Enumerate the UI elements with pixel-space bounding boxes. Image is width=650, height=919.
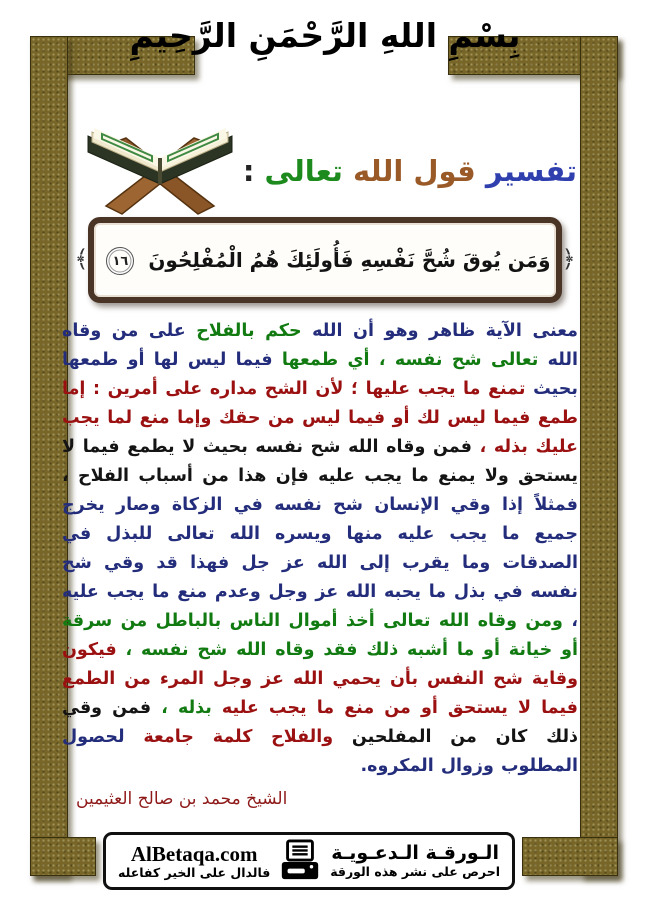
- tafsir-segment: لحصول المطلوب وزوال المكروه.: [62, 727, 578, 776]
- footer-left-column: [118, 842, 270, 881]
- verse-frame: [74, 217, 576, 303]
- quran-on-stand-icon: [80, 108, 240, 220]
- page-title: [242, 150, 577, 192]
- tafsir-segment: تمنع ما يجب عليها ؛ لأن الشح مداره على أمرين : إما طمع فيما ليس لك أو فيما ليس من حقك وإما منع لما يجب عليك بذله ،: [62, 379, 578, 457]
- tafsir-segment: معنى الآية ظاهر وهو أن الله: [301, 321, 579, 341]
- tafsir-segment: فمثلاً إذا وقي الإنسان شح نفسه في الزكاة وصار يخرج جميع ما يجب عليه منها ويسره الله تعالى للبذل في الصدقات وما يقرب إلى الله عز جل فهذا قد وقي شح نفسه في بذل ما يحبه الله عز وجل وعدم منع ما يجب عليه ،: [62, 495, 578, 631]
- footer-hadith-note: فالدال على الخير كفاعله: [118, 864, 271, 880]
- tafsir-text: [62, 317, 578, 781]
- footer-bar: [103, 832, 515, 890]
- tafsir-segment: بذله ،: [151, 698, 212, 718]
- verse-open-ornament-icon: ﴿: [561, 244, 576, 273]
- title-colon: :: [242, 154, 255, 188]
- printer-icon: [277, 838, 323, 884]
- bismillah-calligraphy: بِسْمِ اللهِ الرَّحْمَنِ الرَّحِيمِ: [129, 16, 521, 55]
- title-word-taala: تعالى: [264, 154, 343, 188]
- tafsir-segment: والفلاح كلمة جامعة: [124, 727, 334, 747]
- frame-bar-bottom-right: [522, 837, 618, 876]
- tafsir-segment: فيما ليس لها أو طمعها بحيث: [62, 350, 578, 399]
- tafsir-segment: فمن وقي ذلك كان من المفلحين: [62, 698, 578, 747]
- attribution: الشيخ محمد بن صالح العثيمين: [76, 789, 288, 809]
- ayah-number-badge: ١٦: [106, 247, 134, 275]
- tafsir-segment: فيكون وقاية شح النفس بأن يحمي الله عز وجل المرء من الطمع فيما لا يستحق أو من منع ما يجب عليه: [62, 640, 578, 718]
- verse-body: وَمَن يُوقَ شُحَّ نَفْسِهِ فَأُولَئِكَ هُمُ الْمُفْلِحُونَ: [148, 247, 551, 272]
- content-column: [62, 317, 578, 809]
- verse-text: [70, 245, 579, 276]
- footer-share-note: احرص على نشر هذه الورقة: [330, 863, 500, 879]
- tafsir-segment: ومن وقاه الله تعالى أخذ أموال الناس بالباطل من سرقة أو خيانة أو ما أشبه ذلك فقد وقاه الله شح نفسه ،: [62, 611, 578, 660]
- title-word-qawl-allah: قول الله: [353, 154, 476, 188]
- frame-bar-right: [580, 36, 618, 876]
- footer-publication-name: الـورقـة الـدعـويـة: [331, 841, 499, 864]
- tafsir-segment: فمن وقاه الله شح نفسه بحيث لا يطمع فيما لا يستحق ولا يمنع ما يجب عليه فإن هذا من أسباب الفلاح ،: [62, 437, 578, 486]
- tafsir-segment: تعالى شح نفسه ، أي طمعها: [272, 350, 539, 370]
- verse-close-ornament-icon: ﴾: [74, 244, 89, 273]
- tafsir-segment: على من وقاه الله: [62, 321, 578, 370]
- title-word-tafsir: تفسير: [485, 154, 577, 188]
- footer-right-column: [330, 843, 500, 879]
- frame-bar-bottom-left: [30, 837, 96, 876]
- tafsir-segment: حكم بالفلاح: [185, 321, 302, 341]
- footer-website: AlBetaqa.com: [130, 841, 258, 866]
